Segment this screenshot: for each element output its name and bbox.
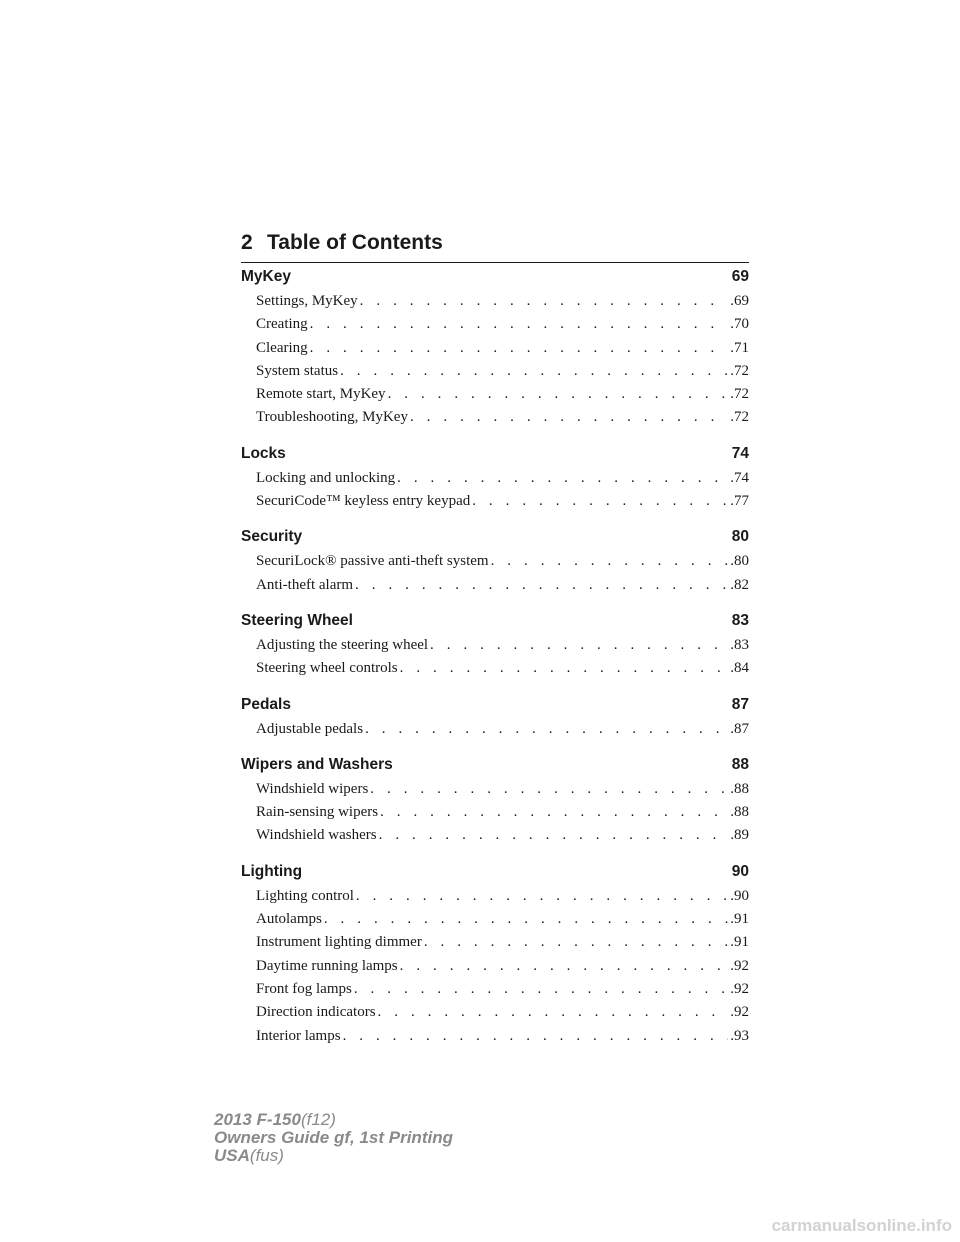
entry-title: Front fog lamps (256, 980, 352, 997)
dot-leader (355, 574, 728, 597)
entry-page: .91 (730, 934, 749, 951)
entry-title: Rain-sensing wipers (256, 804, 379, 821)
entry-page: .93 (730, 1027, 749, 1044)
section-heading (241, 441, 749, 467)
section-page: 90 (731, 862, 749, 880)
section-page: 80 (731, 528, 749, 546)
entry-title: Clearing (256, 339, 308, 356)
entry-page: .74 (730, 469, 749, 486)
dot-leader (430, 634, 728, 657)
footer-model: 2013 F-150 (214, 1110, 301, 1129)
section-page: 74 (731, 444, 749, 462)
page-title: Table of Contents (267, 231, 443, 254)
toc-section (241, 441, 749, 514)
entry-page: .70 (730, 316, 749, 333)
toc-entry (256, 718, 749, 741)
toc-entry (256, 1001, 749, 1024)
table-of-contents (241, 264, 749, 1059)
toc-entry (256, 885, 749, 908)
toc-entry (256, 908, 749, 931)
footer-line-2: Owners Guide gf, 1st Printing (214, 1128, 453, 1147)
section-title: Steering Wheel (241, 611, 353, 629)
dot-leader (370, 778, 728, 801)
dot-leader (424, 931, 728, 954)
toc-entry (256, 634, 749, 657)
section-title: Lighting (241, 862, 303, 880)
footer (214, 1111, 453, 1165)
entry-title: SecuriLock® passive anti-theft system (256, 553, 489, 570)
toc-entry (256, 801, 749, 824)
toc-entry (256, 383, 749, 406)
toc-section (241, 264, 749, 430)
toc-entry (256, 290, 749, 313)
entry-page: .92 (730, 1004, 749, 1021)
entry-page: .84 (730, 660, 749, 677)
toc-entry (256, 490, 749, 513)
entry-page: .92 (730, 957, 749, 974)
toc-section (241, 859, 749, 1048)
toc-entry (256, 978, 749, 1001)
section-title: MyKey (241, 268, 291, 285)
entry-title: Creating (256, 316, 308, 333)
dot-leader (400, 955, 729, 978)
toc-entry (256, 406, 749, 429)
footer-market-code: (fus) (249, 1146, 284, 1165)
toc-entry (256, 1025, 749, 1048)
section-heading (241, 524, 749, 550)
dot-leader (388, 383, 729, 406)
entry-page: .90 (730, 887, 749, 904)
dot-leader (310, 313, 729, 336)
toc-entry (256, 931, 749, 954)
toc-entry (256, 574, 749, 597)
footer-line-3 (214, 1147, 453, 1165)
footer-line-1 (214, 1111, 453, 1129)
page-header (241, 228, 749, 263)
toc-section (241, 608, 749, 681)
entry-page: .80 (730, 553, 749, 570)
dot-leader (343, 1025, 729, 1048)
dot-leader (354, 978, 728, 1001)
entry-title: Instrument lighting dimmer (256, 934, 422, 951)
section-page: 87 (731, 695, 749, 713)
toc-entry (256, 337, 749, 360)
toc-entry (256, 467, 749, 490)
entry-page: .82 (730, 576, 749, 593)
section-page: 83 (731, 611, 749, 629)
entry-title: Windshield washers (256, 827, 377, 844)
entry-title: Lighting control (256, 887, 354, 904)
section-title: Security (241, 528, 303, 546)
dot-leader (397, 467, 728, 490)
entry-page: .89 (730, 827, 749, 844)
entry-page: .92 (730, 980, 749, 997)
section-title: Wipers and Washers (241, 755, 393, 773)
dot-leader (410, 406, 728, 429)
toc-entry (256, 313, 749, 336)
dot-leader (400, 657, 729, 680)
page-number: 2 (241, 231, 253, 254)
entry-page: .83 (730, 636, 749, 653)
entry-title: Direction indicators (256, 1004, 376, 1021)
entry-title: Daytime running lamps (256, 957, 398, 974)
entry-title: Locking and unlocking (256, 469, 396, 486)
toc-entry (256, 824, 749, 847)
entry-page: .87 (730, 720, 749, 737)
entry-page: .72 (730, 362, 749, 379)
watermark: carmanualsonline.info (771, 1216, 952, 1235)
entry-title: Adjusting the steering wheel (256, 636, 429, 653)
dot-leader (365, 718, 728, 741)
dot-leader (324, 908, 728, 931)
dot-leader (380, 801, 728, 824)
entry-title: Windshield wipers (256, 780, 369, 797)
dot-leader (360, 290, 729, 313)
entry-page: .91 (730, 911, 749, 928)
section-title: Pedals (241, 695, 291, 713)
section-heading (241, 692, 749, 718)
entry-title: Settings, MyKey (256, 293, 358, 309)
entry-title: Troubleshooting, MyKey (256, 409, 408, 426)
entry-page: .69 (730, 293, 749, 309)
entry-title: Autolamps (256, 911, 322, 928)
entry-page: .77 (730, 493, 749, 510)
dot-leader (310, 337, 729, 360)
dot-leader (472, 490, 728, 513)
entry-page: .88 (730, 804, 749, 821)
toc-entry (256, 778, 749, 801)
entry-title: System status (256, 362, 339, 379)
section-title: Locks (241, 444, 286, 462)
toc-entry (256, 955, 749, 978)
toc-entry (256, 360, 749, 383)
section-heading (241, 608, 749, 634)
footer-model-code: (f12) (300, 1110, 336, 1129)
entry-title: Adjustable pedals (256, 720, 364, 737)
section-page: 69 (731, 268, 749, 285)
dot-leader (378, 1001, 729, 1024)
entry-page: .72 (730, 409, 749, 426)
dot-leader (491, 550, 729, 573)
dot-leader (356, 885, 728, 908)
entry-page: .88 (730, 780, 749, 797)
entry-title: Steering wheel controls (256, 660, 398, 677)
toc-entry (256, 550, 749, 573)
entry-page: .71 (730, 339, 749, 356)
toc-section (241, 752, 749, 848)
dot-leader (379, 824, 729, 847)
entry-page: .72 (730, 386, 749, 403)
section-heading (241, 264, 749, 290)
entry-title: SecuriCode™ keyless entry keypad (256, 493, 471, 510)
entry-title: Remote start, MyKey (256, 386, 386, 403)
section-heading (241, 859, 749, 885)
entry-title: Interior lamps (256, 1027, 341, 1044)
toc-entry (256, 657, 749, 680)
dot-leader (340, 360, 728, 383)
toc-section (241, 524, 749, 597)
toc-section (241, 692, 749, 741)
footer-market: USA (214, 1146, 250, 1165)
entry-title: Anti-theft alarm (256, 576, 354, 593)
section-heading (241, 752, 749, 778)
section-page: 88 (731, 755, 749, 773)
